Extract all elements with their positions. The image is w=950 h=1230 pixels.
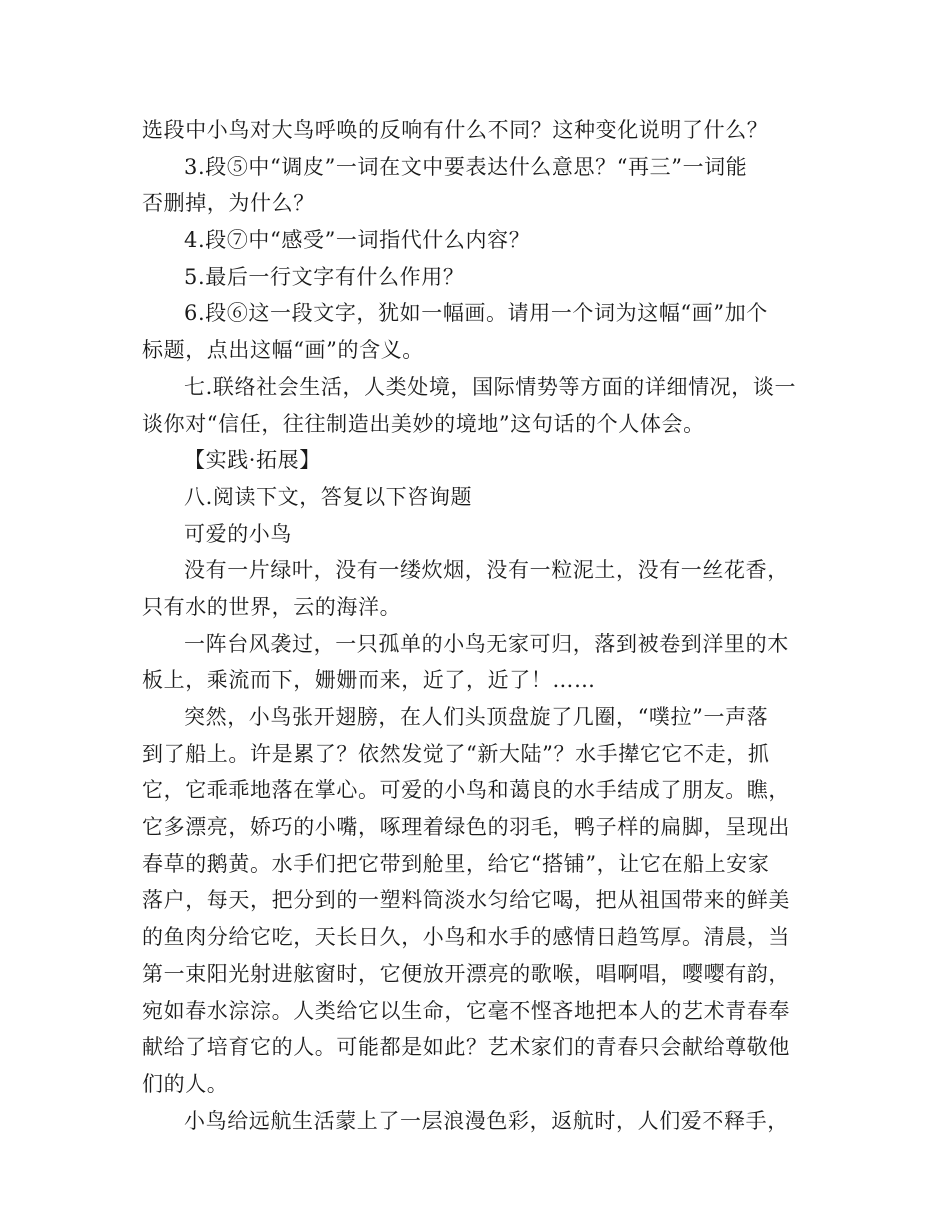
question-7-line: 七.联络社会生活，人类处境，国际情势等方面的详细情况，谈一 [184, 374, 797, 399]
paragraph-line: 小鸟给远航生活蒙上了一层浪漫色彩，返航时，人们爱不释手， [184, 1108, 789, 1133]
text-line: 谈你对“信任，往往制造出美妙的境地”这句话的个人体会。 [142, 411, 705, 436]
question-3-line: 3.段⑤中“调皮”一词在文中要表达什么意思？“再三”一词能 [184, 154, 748, 179]
paragraph-line: 第一束阳光射进舷窗时，它便放开漂亮的歌喉，唱啊唱，嘤嘤有韵， [142, 961, 790, 986]
section-heading: 【实践·拓展】 [184, 448, 321, 473]
question-6-line: 6.段⑥这一段文字，犹如一幅画。请用一个词为这幅“画”加个 [184, 301, 768, 326]
paragraph-line: 宛如春水淙淙。人类给它以生命，它毫不悭吝地把本人的艺术青春奉 [142, 998, 790, 1023]
paragraph-line: 春草的鹅黄。水手们把它带到舱里，给它“搭铺”，让它在船上安家 [142, 851, 770, 876]
paragraph-line: 献给了培育它的人。可能都是如此？艺术家们的青春只会献给尊敬他 [142, 1035, 790, 1060]
paragraph-line: 们的人。 [142, 1071, 229, 1096]
paragraph-line: 落户，每天，把分到的一塑料筒淡水匀给它喝，把从祖国带来的鲜美 [142, 888, 790, 913]
paragraph-line: 的鱼肉分给它吃，天长日久，小鸟和水手的感情日趋笃厚。清晨，当 [142, 925, 790, 950]
paragraph-line: 突然，小鸟张开翅膀，在人们头顶盘旋了几圈，“噗拉”一声落 [184, 705, 769, 729]
question-4-line: 4.段⑦中“感受”一词指代什么内容？ [184, 228, 531, 253]
document-body [142, 112, 814, 1139]
text-line: 否删掉，为什么？ [142, 191, 315, 216]
paragraph-line: 到了船上。许是累了？依然发觉了“新大陆”？水手撵它它不走，抓 [142, 741, 770, 766]
passage-title: 可爱的小鸟 [184, 521, 292, 546]
text-line: 选段中小鸟对大鸟呼唤的反响有什么不同？这种变化说明了什么？ [142, 118, 769, 142]
paragraph-line: 它，它乖乖地落在掌心。可爱的小鸟和蔼良的水手结成了朋友。瞧， [142, 778, 790, 803]
paragraph-line: 板上，乘流而下，姗姗而来，近了，近了！…… [142, 668, 596, 693]
paragraph-line: 它多漂亮，娇巧的小嘴，啄理着绿色的羽毛，鸭子样的扁脚，呈现出 [142, 815, 790, 840]
text-line: 标题，点出这幅“画”的含义。 [142, 338, 424, 363]
paragraph-line: 只有水的世界，云的海洋。 [142, 594, 402, 619]
question-8-line: 八.阅读下文，答复以下咨询题 [184, 484, 473, 509]
paragraph-line: 没有一片绿叶，没有一缕炊烟，没有一粒泥土，没有一丝花香， [184, 558, 789, 583]
question-5-line: 5.最后一行文字有什么作用？ [184, 264, 465, 289]
paragraph-line: 一阵台风袭过，一只孤单的小鸟无家可归，落到被卷到洋里的木 [184, 631, 789, 656]
